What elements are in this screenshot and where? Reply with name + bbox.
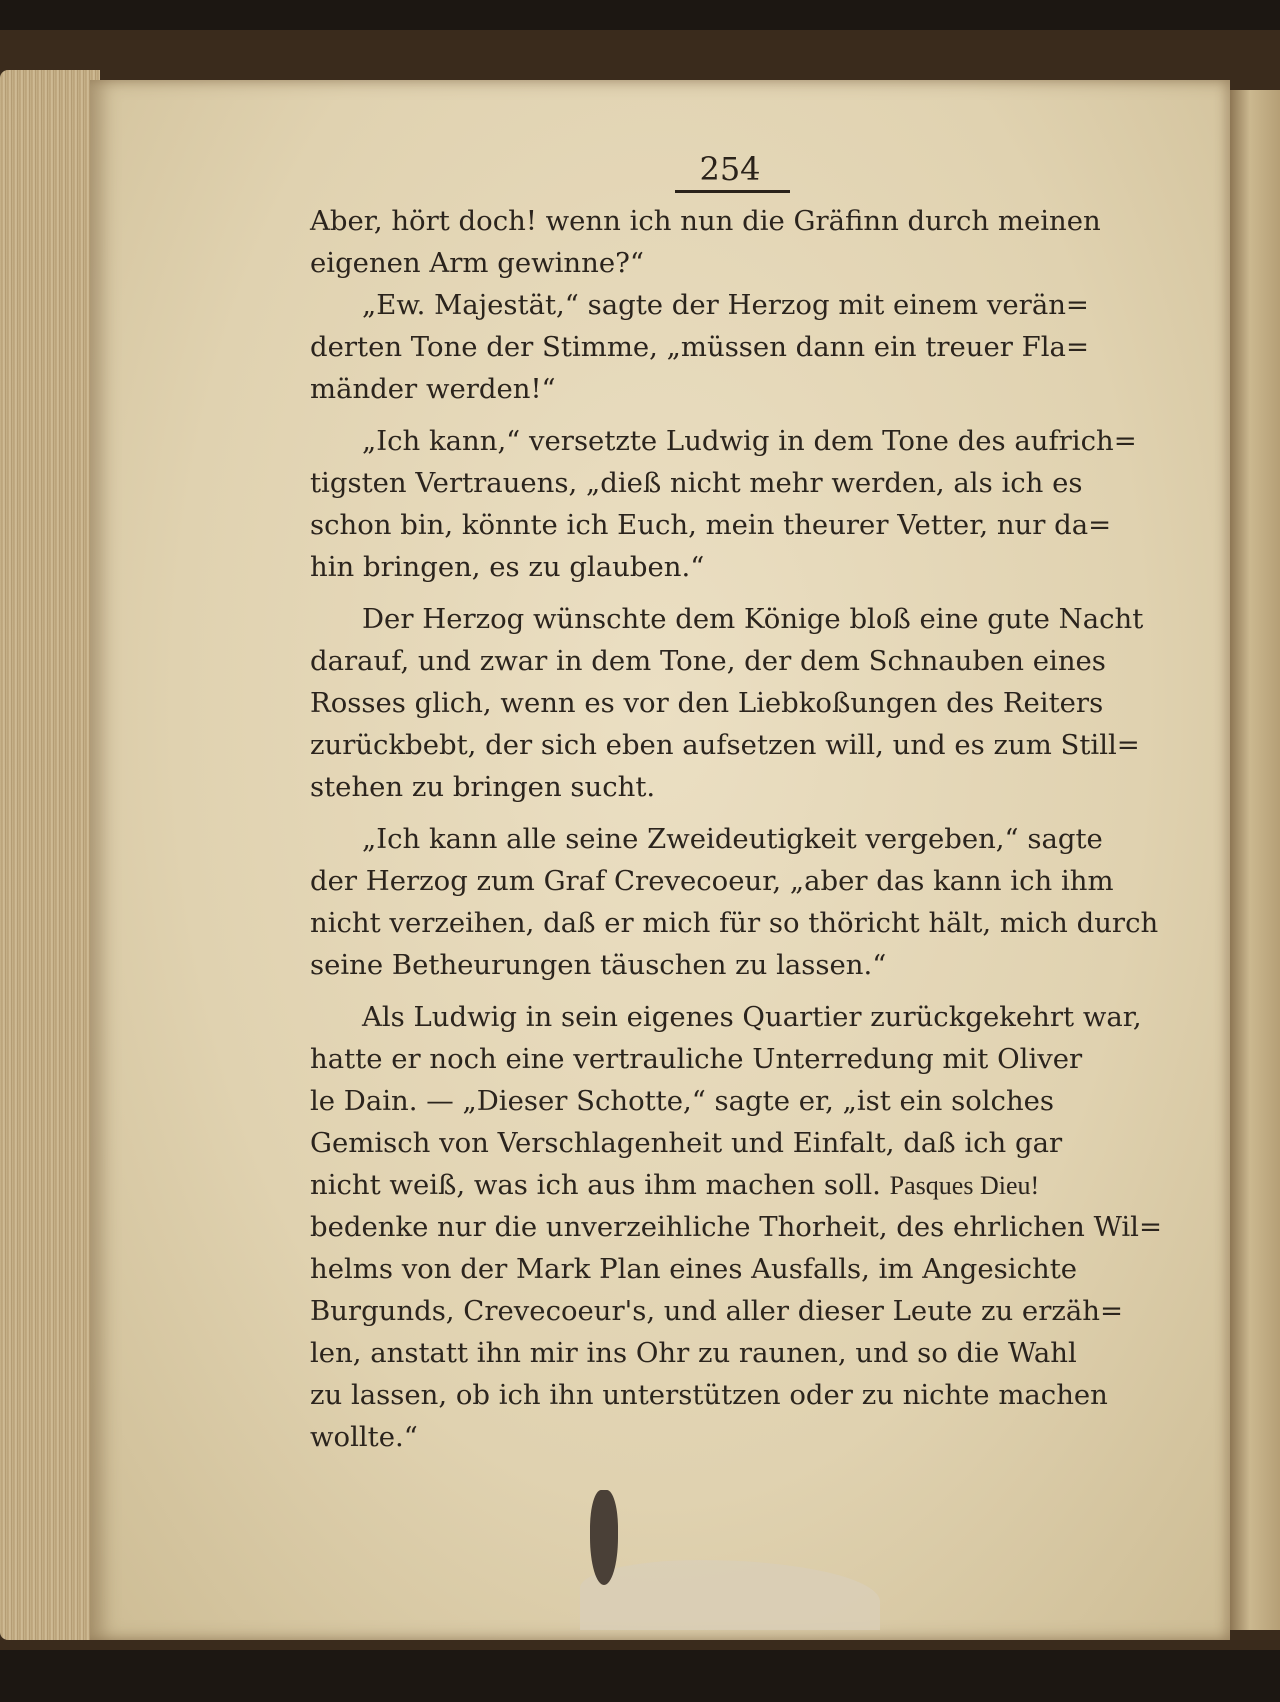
text-line: hin bringen, es zu glauben.“ xyxy=(310,551,705,583)
text-line: zu lassen, ob ich ihn unterstützen oder zu nichte machen xyxy=(310,1379,1108,1411)
text-line: darauf, und zwar in dem Tone, der dem Schnauben eines xyxy=(310,645,1106,677)
text-line: tigsten Vertrauens, „dieß nicht mehr werden, als ich es xyxy=(310,467,1083,499)
text-line: len, anstatt ihn mir ins Ohr zu raunen, und so die Wahl xyxy=(310,1337,1077,1369)
text-line: Rosses glich, wenn es vor den Liebkoßungen des Reiters xyxy=(310,687,1104,719)
text-line: bedenke nur die unverzeihliche Thorheit, des ehrlichen Wil= xyxy=(310,1211,1163,1243)
page-edges xyxy=(0,70,100,1640)
text-line: „Ich kann alle seine Zweideutigkeit vergeben,“ sagte xyxy=(362,823,1103,855)
text-line: derten Tone der Stimme, „müssen dann ein treuer Fla= xyxy=(310,331,1089,363)
text-line xyxy=(310,1164,1150,1206)
page-number: 254 xyxy=(699,150,761,188)
text-line: Burgunds, Crevecoeur's, und aller dieser Leute zu erzäh= xyxy=(310,1295,1123,1327)
facing-page-edge xyxy=(1230,90,1280,1630)
text-line: der Herzog zum Graf Crevecoeur, „aber das kann ich ihm xyxy=(310,865,1114,897)
text-line: wollte.“ xyxy=(310,1421,418,1453)
text-line: schon bin, könnte ich Euch, mein theurer Vetter, nur da= xyxy=(310,509,1112,541)
text-line: eigenen Arm gewinne?“ xyxy=(310,247,644,279)
page-text xyxy=(310,200,1163,1458)
ink-stain xyxy=(590,1490,618,1585)
text-line: helms von der Mark Plan eines Ausfalls, im Angesichte xyxy=(310,1253,1078,1285)
text-line: Der Herzog wünschte dem Könige bloß eine gute Nacht xyxy=(362,603,1144,635)
page-number-rule xyxy=(675,190,790,193)
text-line: Als Ludwig in sein eigenes Quartier zurückgekehrt war, xyxy=(362,1001,1142,1033)
text-fragment: nicht weiß, was ich aus ihm machen soll. xyxy=(310,1169,881,1201)
text-line: zurückbebt, der sich eben aufsetzen will, und es zum Still= xyxy=(310,729,1140,761)
text-line: stehen zu bringen sucht. xyxy=(310,771,656,803)
text-line: le Dain. — „Dieser Schotte,“ sagte er, „ist ein solches xyxy=(310,1085,1055,1117)
text-line: „Ew. Majestät,“ sagte der Herzog mit einem verän= xyxy=(362,289,1089,321)
text-line: hatte er noch eine vertrauliche Unterredung mit Oliver xyxy=(310,1043,1083,1075)
text-line: Gemisch von Verschlagenheit und Einfalt, daß ich gar xyxy=(310,1127,1063,1159)
text-line: Aber, hört doch! wenn ich nun die Gräfinn durch meinen xyxy=(310,205,1101,237)
text-line: „Ich kann,“ versetzte Ludwig in dem Tone des aufrich= xyxy=(362,425,1137,457)
latin-phrase: Pasques Dieu! xyxy=(889,1171,1040,1200)
text-line: mänder werden!“ xyxy=(310,373,556,405)
text-line: nicht verzeihen, daß er mich für so thöricht hält, mich durch xyxy=(310,907,1159,939)
text-line: seine Betheurungen täuschen zu lassen.“ xyxy=(310,949,887,981)
